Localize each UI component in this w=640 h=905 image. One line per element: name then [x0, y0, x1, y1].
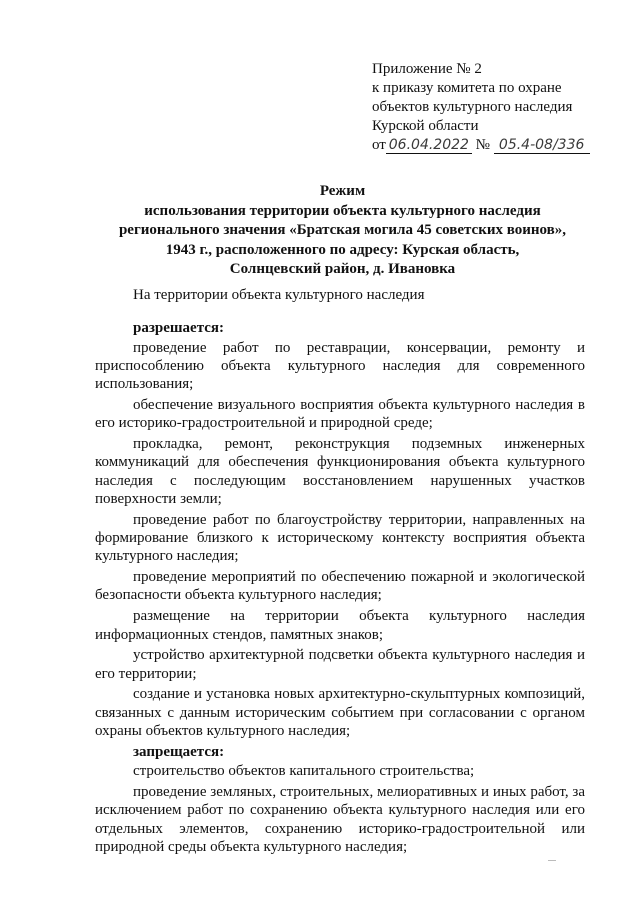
appendix-block [372, 60, 590, 155]
allowed-item: проведение мероприятий по обеспечению пожарной и экологической безопасности объекта культурного наследия; [95, 569, 585, 604]
title-line-5: Солнцевский район, д. Ивановка [229, 261, 456, 277]
allowed-item: размещение на территории объекта культурного наследия информационных стендов, памятных знаков; [95, 608, 585, 643]
allowed-heading: разрешается: [133, 320, 225, 337]
allowed-item: устройство архитектурной подсветки объекта культурного наследия и его территории; [95, 647, 585, 682]
appendix-region-line: Курской области [372, 118, 479, 134]
title-line-2: использования территории объекта культурного наследия [144, 202, 541, 219]
number-label: № [475, 137, 490, 153]
forbidden-item: строительство объектов капитального строительства; [133, 763, 475, 780]
order-number-field [494, 138, 590, 154]
appendix-order-line: к приказу комитета по охране [372, 80, 562, 96]
title-line-1: Режим [319, 183, 366, 199]
from-label: от [372, 137, 386, 153]
appendix-date-line [372, 136, 590, 155]
intro-paragraph: На территории объекта культурного наследия [133, 287, 425, 303]
title-line-3: регионального значения «Братская могила 45 советских воинов», [118, 222, 567, 238]
order-number: 05.4-08/336 [498, 137, 585, 153]
scan-mark [548, 860, 556, 861]
allowed-item: проведение работ по реставрации, консервации, ремонту и приспособлению объекта культурного наследия для современного использования; [95, 339, 585, 393]
document-title [95, 182, 590, 280]
order-date-field [386, 138, 472, 154]
appendix-committee-line: объектов культурного наследия [372, 99, 573, 115]
order-date: 06.04.2022 [388, 137, 469, 153]
allowed-item: прокладка, ремонт, реконструкция подземных инженерных коммуникаций для обеспечения функционирования объекта культурного наследия с последующим восстановлением нарушенных участков поверхности земли; [95, 436, 585, 507]
forbidden-item: проведение земляных, строительных, мелиоративных и иных работ, за исключением работ по сохранению объекта культурного наследия или его отдельных элементов, сохранению историко-градостроительной или природной среды объекта культурного наследия; [95, 783, 585, 855]
allowed-item: создание и установка новых архитектурно-скульптурных композиций, связанных с данным историческим событием при согласовании с органом охраны объектов культурного наследия; [95, 686, 585, 740]
title-line-4: 1943 г., расположенного по адресу: Курская область, [165, 241, 520, 258]
allowed-item: проведение работ по благоустройству территории, направленных на формирование близкого к историческому контексту восприятия объекта культурного наследия; [95, 511, 585, 565]
document-body [95, 286, 585, 859]
allowed-item: обеспечение визуального восприятия объекта культурного наследия в его историко-градостроительной и природной среде; [95, 396, 585, 432]
forbidden-heading: запрещается: [133, 743, 225, 760]
appendix-title: Приложение № 2 [372, 61, 482, 77]
